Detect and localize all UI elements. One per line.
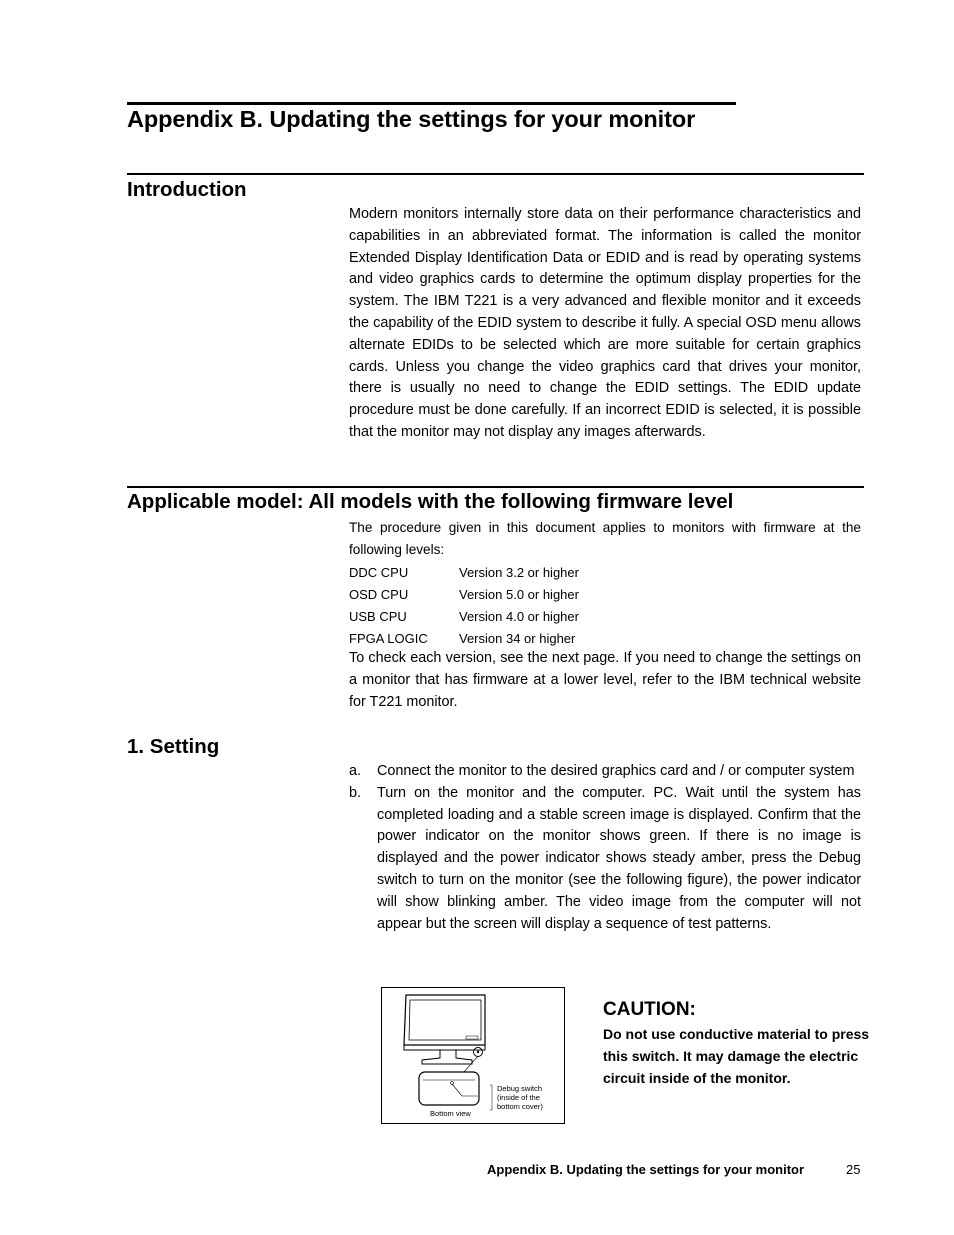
list-item <box>349 783 861 936</box>
firmware-version: Version 4.0 or higher <box>459 609 579 624</box>
firmware-name: FPGA LOGIC <box>349 631 428 646</box>
caution-heading: CAUTION: <box>603 999 696 1020</box>
section-divider <box>127 486 864 488</box>
caution-text: Do not use conductive material to press this switch. It may damage the electric circuit inside of the monitor. <box>603 1026 870 1086</box>
firmware-name: USB CPU <box>349 609 407 624</box>
page-title: Appendix B. Updating the settings for your monitor <box>127 106 696 132</box>
setting-steps <box>349 761 861 935</box>
firmware-version: Version 3.2 or higher <box>459 565 579 580</box>
bottom-view-label: Bottom view <box>430 1109 471 1118</box>
list-item-text: Turn on the monitor and the computer. PC. Wait until the system has completed loading and a stable screen image is displayed. Confirm that the power indicator on the monitor shows green. If there is no image is displayed and the power indicator shows steady amber, press the Debug switch to turn on the monitor (see the following figure), the power indicator will show blinking amber. The video image from the computer will not appear but the screen will display a sequence of test patterns. <box>377 784 861 932</box>
firmware-version: Version 5.0 or higher <box>459 587 579 602</box>
firmware-name: OSD CPU <box>349 587 409 602</box>
list-marker: a. <box>349 763 362 779</box>
debug-switch-label <box>497 1084 543 1111</box>
section-divider <box>127 173 864 175</box>
firmware-version: Version 34 or higher <box>459 631 576 646</box>
applicable-intro: The procedure given in this document applies to monitors with firmware at the following levels: <box>349 520 861 557</box>
applicable-note: To check each version, see the next page. If you need to change the settings on a monitor that has firmware at a lower level, refer to the IBM technical website for T221 monitor. <box>349 650 861 710</box>
title-rule <box>127 102 736 105</box>
applicable-heading: Applicable model: All models with the following firmware level <box>127 490 734 513</box>
list-item-text: Connect the monitor to the desired graphics card and / or computer system <box>377 763 855 779</box>
debug-label-line: bottom cover) <box>497 1102 543 1111</box>
introduction-paragraph: Modern monitors internally store data on their performance characteristics and capabilities in an abbreviated format. The information is called the monitor Extended Display Identification Data or EDID and is read by operating systems and video graphics cards to determine the optimum display properties for the system. The IBM T221 is a very advanced and flexible monitor and it exceeds the capability of the EDID system to describe it fully. A special OSD menu allows alternate EDIDs to be selected which are more suitable for certain graphics cards. Unless you change the video graphics card that drives your monitor, there is usually no need to change the EDID settings. The EDID update procedure must be done carefully. If an incorrect EDID is selected, it is possible that the monitor may not display any images afterwards. <box>349 206 861 440</box>
introduction-heading: Introduction <box>127 178 247 201</box>
setting-heading: 1. Setting <box>127 735 220 758</box>
monitor-figure <box>381 987 565 1124</box>
debug-label-line: (inside of the <box>497 1093 540 1102</box>
list-item <box>349 761 861 783</box>
debug-label-line: Debug switch <box>497 1084 543 1093</box>
footer-title: Appendix B. Updating the settings for your monitor <box>487 1162 805 1177</box>
page-number: 25 <box>846 1162 861 1177</box>
list-marker: b. <box>349 784 362 801</box>
firmware-name: DDC CPU <box>349 565 409 580</box>
